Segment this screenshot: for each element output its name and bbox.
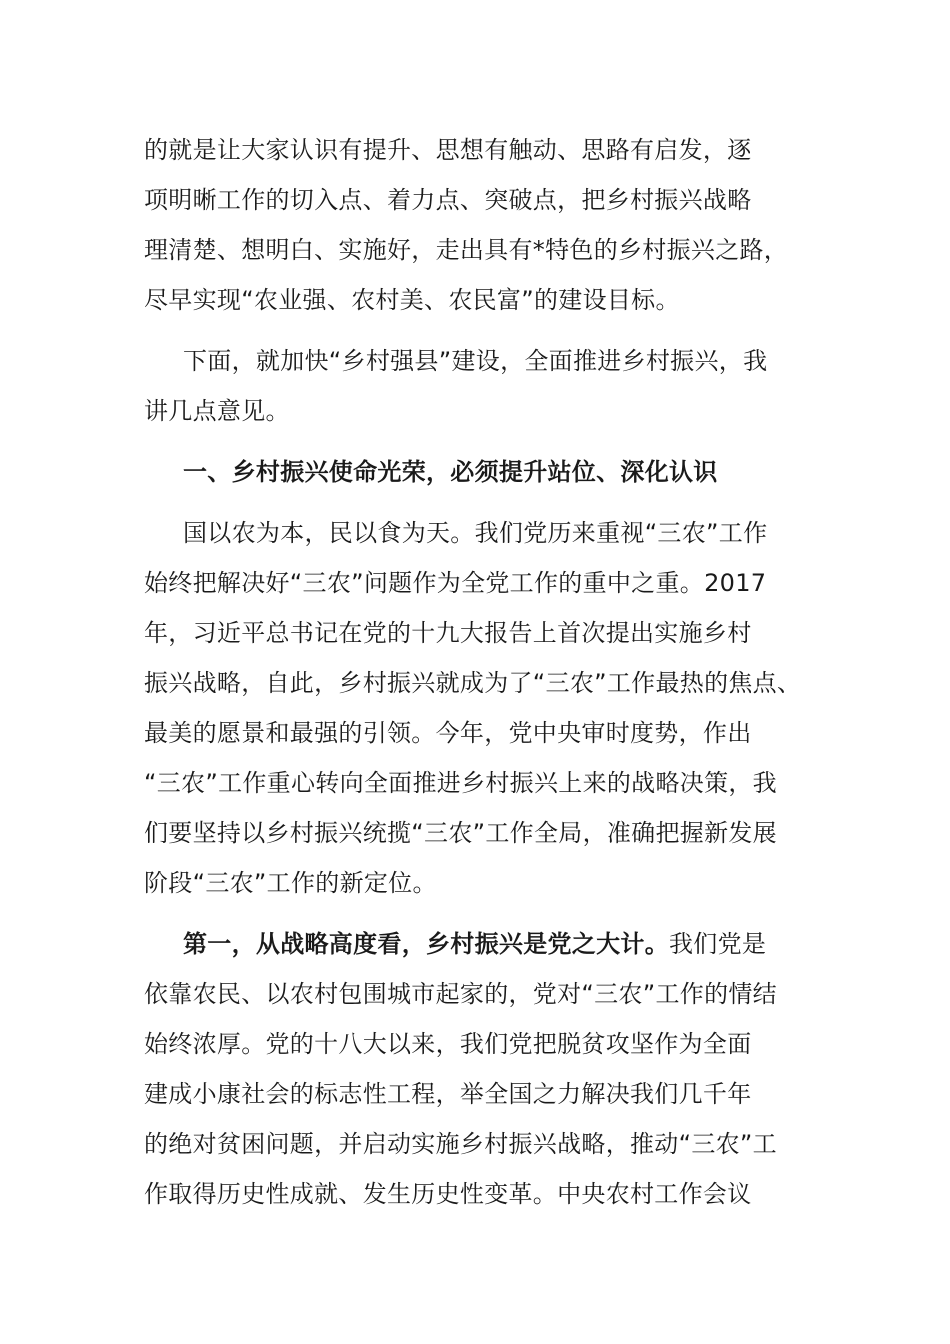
text-line: 理清楚、想明白、实施好，走出具有*特色的乡村振兴之路， xyxy=(144,236,789,264)
text-line: 下面，就加快“乡村强县”建设，全面推进乡村振兴，我 xyxy=(183,347,768,375)
text-line: 年，习近平总书记在党的十九大报告上首次提出实施乡村 xyxy=(144,619,752,647)
text-line: 依靠农民、以农村包围城市起家的，党对“三农”工作的情结 xyxy=(144,980,777,1008)
text-line: 国以农为本，民以食为天。我们党历来重视“三农”工作 xyxy=(183,519,768,547)
text-line: 项明晰工作的切入点、着力点、突破点，把乡村振兴战略 xyxy=(144,186,752,214)
section-heading: 一、乡村振兴使命光荣，必须提升站位、深化认识 xyxy=(183,458,718,486)
text-line: 们要坚持以乡村振兴统揽“三农”工作全局，准确把握新发展 xyxy=(144,819,777,847)
text-line: 的就是让大家认识有提升、思想有触动、思路有启发，逐 xyxy=(144,136,752,164)
text-line: 阶段“三农”工作的新定位。 xyxy=(144,869,437,897)
text-line: 作取得历史性成就、发生历史性变革。中央农村工作会议 xyxy=(144,1180,752,1208)
subheading-tail: 我们党是 xyxy=(669,930,767,958)
text-line: 最美的愿景和最强的引领。今年，党中央审时度势，作出 xyxy=(144,719,752,747)
text-line xyxy=(183,928,766,960)
text-line: 的绝对贫困问题，并启动实施乡村振兴战略，推动“三农”工 xyxy=(144,1130,777,1158)
text-line: 始终浓厚。党的十八大以来，我们党把脱贫攻坚作为全面 xyxy=(144,1030,752,1058)
text-line: 振兴战略，自此，乡村振兴就成为了“三农”工作最热的焦点、 xyxy=(144,669,802,697)
text-line: 建成小康社会的标志性工程，举全国之力解决我们几千年 xyxy=(144,1080,752,1108)
text-line: 尽早实现“农业强、农村美、农民富”的建设目标。 xyxy=(144,286,680,314)
text-line: 讲几点意见。 xyxy=(144,397,290,425)
text-line: 始终把解决好“三农”问题作为全党工作的重中之重。2017 xyxy=(144,569,767,597)
subheading-lead: 第一，从战略高度看，乡村振兴是党之大计。 xyxy=(183,930,669,958)
text-line: “三农”工作重心转向全面推进乡村振兴上来的战略决策，我 xyxy=(144,769,777,797)
